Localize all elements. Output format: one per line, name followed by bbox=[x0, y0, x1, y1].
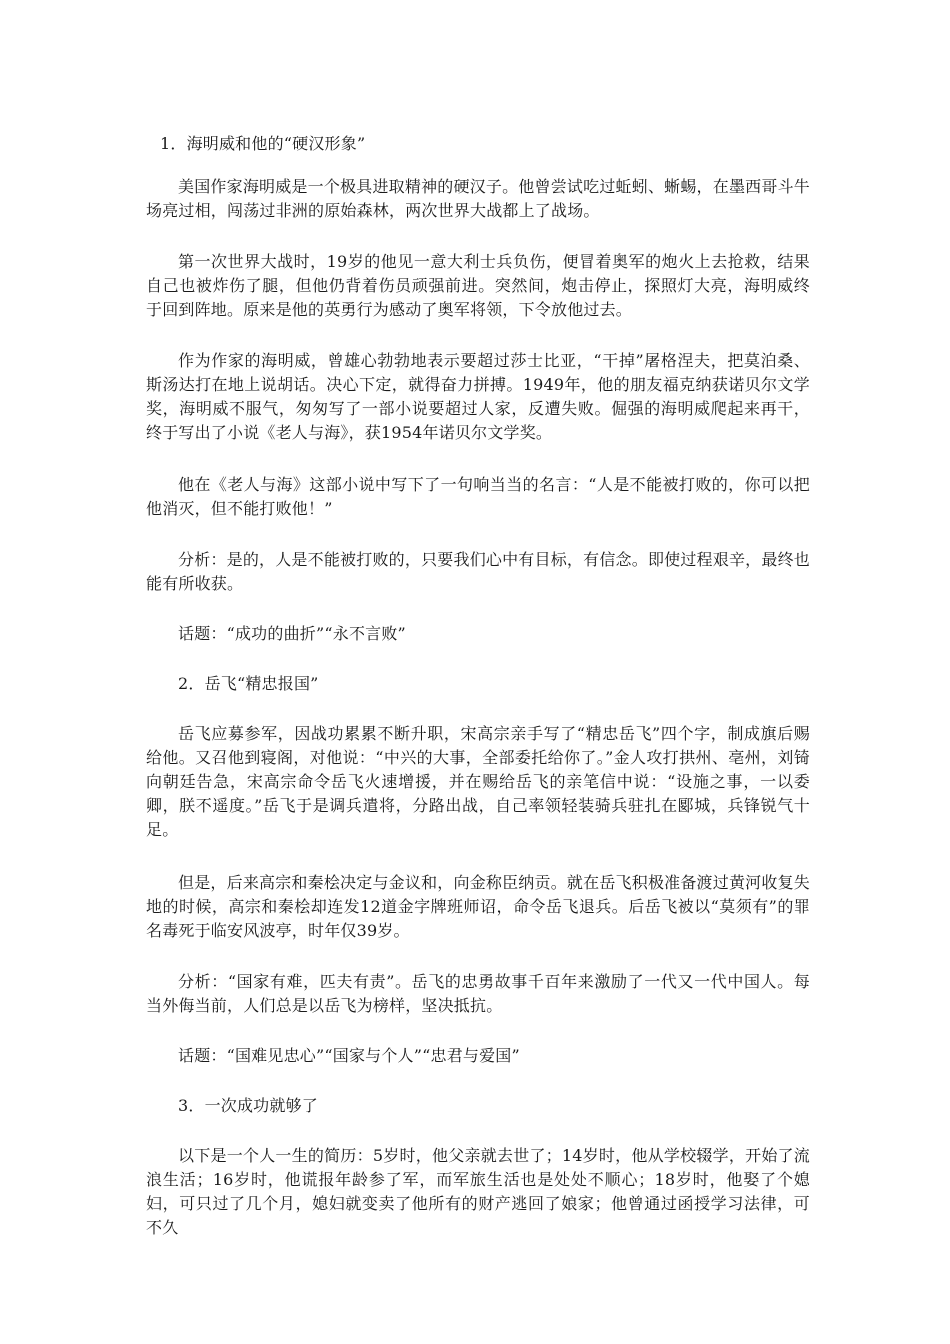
paragraph: 以下是一个人一生的简历：5岁时，他父亲就去世了；14岁时，他从学校辍学，开始了流浪生活；16岁时，他谎报年龄参了军，而军旅生活也是处处不顺心；18岁时，他娶了个媳妇，可只过了几个月，媳妇就变卖了他所有的财产逃回了娘家；他曾通过函授学习法律，可不久 bbox=[146, 1146, 810, 1237]
paragraph: 岳飞应募参军，因战功累累不断升职，宋高宗亲手写了“精忠岳飞”四个字，制成旗后赐给他。又召他到寝阁，对他说：“中兴的大事，全部委托给你了。”金人攻打拱州、亳州，刘锜向朝廷告急，宋高宗命令岳飞火速增援，并在赐给岳飞的亲笔信中说：“设施之事，一以委卿，朕不遥度。”岳飞于是调兵遣将，分路出战，自己率领轻装骑兵驻扎在郾城，兵锋锐气十足。 bbox=[146, 724, 810, 839]
section-heading-3: 3．一次成功就够了 bbox=[178, 1096, 318, 1115]
topic-line: 话题：“国难见忠心”“国家与个人”“忠君与爱国” bbox=[178, 1046, 520, 1065]
paragraph: 他在《老人与海》这部小说中写下了一句响当当的名言：“人是不能被打败的，你可以把他消灭，但不能打败他！” bbox=[146, 475, 810, 518]
paragraph: 作为作家的海明威，曾雄心勃勃地表示要超过莎士比亚，“干掉”屠格涅夫，把莫泊桑、斯汤达打在地上说胡话。决心下定，就得奋力拼搏。1949年，他的朋友福克纳获诺贝尔文学奖，海明威不服气，匆匆写了一部小说要超过人家，反遭失败。倔强的海明威爬起来再干，终于写出了小说《老人与海》，获1954年诺贝尔文学奖。 bbox=[146, 351, 810, 442]
topic-line: 话题：“成功的曲折”“永不言败” bbox=[178, 624, 406, 643]
paragraph: 但是，后来高宗和秦桧决定与金议和，向金称臣纳贡。就在岳飞积极准备渡过黄河收复失地的时候，高宗和秦桧却连发12道金字牌班师诏，命令岳飞退兵。后岳飞被以“莫须有”的罪名毒死于临安风波亭，时年仅39岁。 bbox=[146, 873, 810, 940]
section-heading-2: 2．岳飞“精忠报国” bbox=[178, 674, 319, 693]
section-heading-1: 1．海明威和他的“硬汉形象” bbox=[160, 134, 366, 153]
paragraph: 第一次世界大战时，19岁的他见一意大利士兵负伤，便冒着奥军的炮火上去抢救，结果自己也被炸伤了腿，但他仍背着伤员顽强前进。突然间，炮击停止，探照灯大亮，海明威终于回到阵地。原来是他的英勇行为感动了奥军将领，下令放他过去。 bbox=[146, 252, 810, 319]
analysis-paragraph: 分析：“国家有难，匹夫有责”。岳飞的忠勇故事千百年来激励了一代又一代中国人。每当外侮当前，人们总是以岳飞为榜样，坚决抵抗。 bbox=[146, 972, 810, 1015]
analysis-paragraph: 分析：是的，人是不能被打败的，只要我们心中有目标，有信念。即使过程艰辛，最终也能有所收获。 bbox=[146, 550, 810, 593]
paragraph: 美国作家海明威是一个极具进取精神的硬汉子。他曾尝试吃过蚯蚓、蜥蜴，在墨西哥斗牛场亮过相，闯荡过非洲的原始森林，两次世界大战都上了战场。 bbox=[146, 177, 810, 220]
